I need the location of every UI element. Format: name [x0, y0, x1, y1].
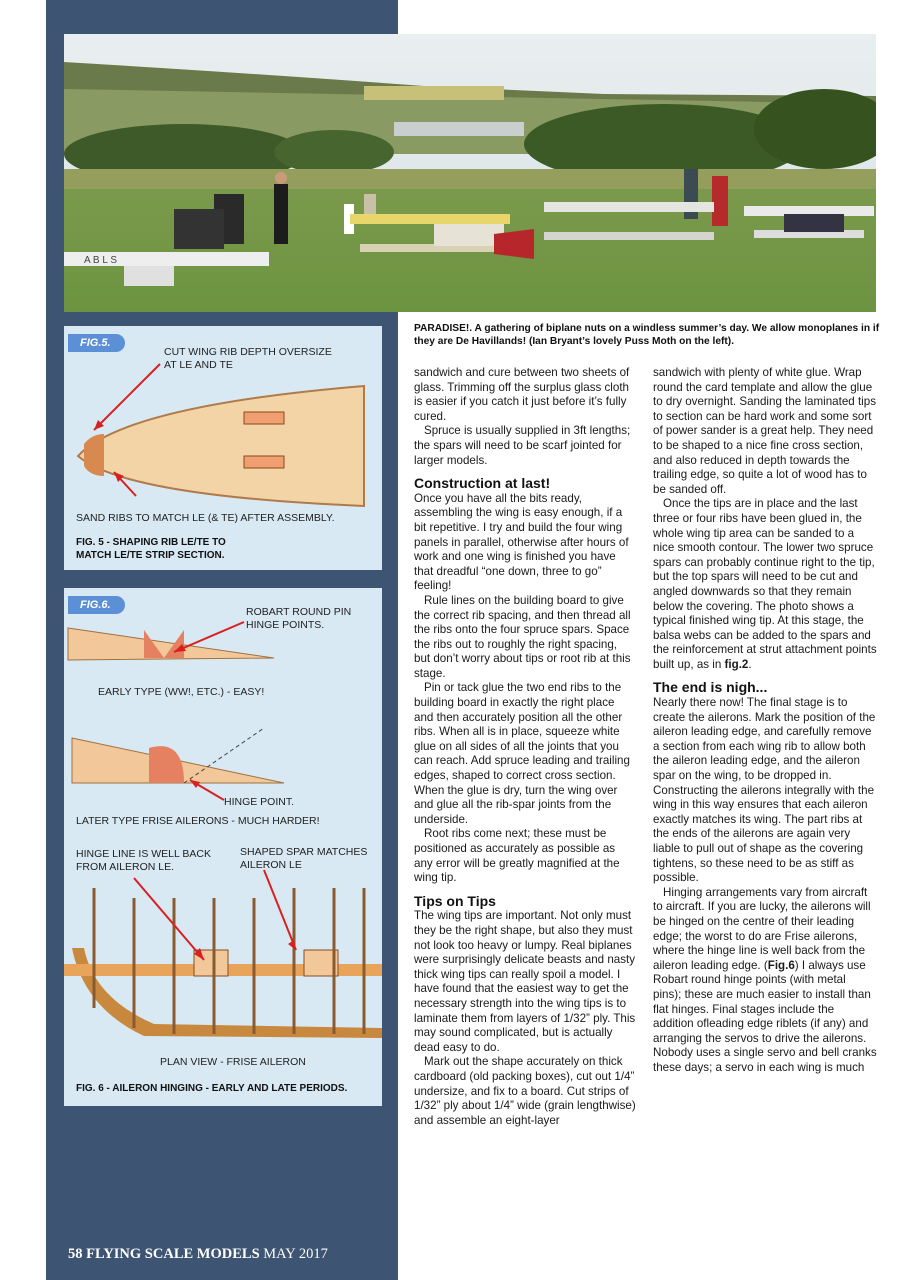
magazine-name: FLYING SCALE MODELS [86, 1246, 260, 1262]
paragraph: sandwich and cure between two sheets of glass. Trimming off the surplus glass cloth is easier if you catch it just before it’s fully cured. [414, 366, 630, 423]
paragraph: Pin or tack glue the two end ribs to the building board in exactly the right place and then accurately position all the other ribs. When all is in place, squeeze white glue on all sides of all the joints that you can reach. Add spruce leading and trailing edges, shaped to correct cross section. When the glue is dry, turn the wing over and glue all the rib-spar joints from the underside. [414, 681, 630, 826]
fig5-caption: FIG. 5 - SHAPING RIB LE/TE TO MATCH LE/TE STRIP SECTION. [76, 537, 226, 561]
fig6-tag: FIG.6. [68, 596, 125, 614]
heading-tips: Tips on Tips [414, 892, 496, 909]
paragraph: Mark out the shape accurately on thick cardboard (old packing boxes), cut out 1/4” undersize, and fix to a board. Cut strips of 1/32” ply about 1/4” wide (grain lengthwise) and assemble an eight-layer [414, 1055, 636, 1127]
fig5-label-bottom: SAND RIBS TO MATCH LE (& TE) AFTER ASSEMBLY. [76, 512, 335, 524]
paragraph-text: . [748, 657, 752, 671]
paragraph: Once you have all the bits ready, assembling the wing is easy enough, if a bit repetitive. I try and build the four wing panels in parallel, otherwise after hours of work and one wing is finished you have that dreadful “one down, three to go” feeling! [414, 491, 629, 593]
field-photo [64, 34, 876, 312]
fig6-label-early: EARLY TYPE (WW!, ETC.) - EASY! [98, 686, 265, 698]
paragraph: Root ribs come next; these must be positioned as accurately as possible as any error will be greatly magnified at the wing tip. [414, 827, 620, 885]
paragraph: sandwich with plenty of white glue. Wrap round the card template and allow the glue to dry overnight. Sanding the laminated tips to section can be hard work and some sort of power sander is a great help. They need to be shaped to a nice fine cross section, and also reduced in depth towards the trailing edge, so quite a lot of wood has to be sanded off. [653, 366, 876, 496]
paragraph-text: Once the tips are in place and the last three or four ribs have been glued in, the whole wing tip area can be sanded to a nice smooth contour. The lower two spruce spars can probably continue right to the tip, but the top spars will need to be cut and angled downwards so that they remain below the covering. The photo shows a typical finished wing tip. At this stage, the balsa webs can be added to the spars and the reinforcement at strut attachment points built up, as in [653, 497, 877, 671]
paragraph: Nearly there now! The final stage is to create the ailerons. Mark the position of the aileron leading edge, and carefully remove a section from each wing rib to allow both the aileron leading edge, and the aileron spar on the wing, to be dropped in. Constructing the ailerons integrally with the wing in this way ensures that each aileron exactly matches its wing. The part ribs at the ends of the ailerons are again very liable to pull out of shape as the covering tightens, so these need to be as stiff as possible. [653, 696, 876, 885]
page-number: 58 [68, 1246, 83, 1262]
fig5-label-top: CUT WING RIB DEPTH OVERSIZE AT LE AND TE [164, 346, 332, 371]
paragraph-text: ) I always use Robart round hinge points (with metal pins); these are much easier to install than flat hinges. Final stages include the addition ofleading edge riblets (if any) and arranging the servos to drive the ailerons. Nobody uses a single servo and bell cranks these days; a servo in each wing is much [653, 958, 877, 1074]
paragraph [653, 497, 877, 672]
heading-construction: Construction at last! [414, 475, 551, 492]
fig6-label-later: LATER TYPE FRISE AILERONS - MUCH HARDER! [76, 815, 320, 827]
issue-date: MAY 2017 [263, 1246, 328, 1262]
fig6-label-robart: ROBART ROUND PIN HINGE POINTS. [246, 606, 352, 631]
text-column-1 [414, 366, 636, 1128]
fig6-caption: FIG. 6 - AILERON HINGING - EARLY AND LATE PERIODS. [76, 1083, 348, 1094]
photo-caption: PARADISE!. A gathering of biplane nuts on a windless summer’s day. We allow monoplanes in if they are De Havillands! (Ian Bryant’s lovely Puss Moth on the left). [414, 323, 880, 347]
paragraph [653, 886, 877, 1076]
fig6-label-hinge-line: HINGE LINE IS WELL BACK FROM AILERON LE. [76, 848, 211, 873]
figure-5 [64, 326, 382, 570]
paragraph: Spruce is usually supplied in 3ft lengths; the spars will need to be scarf jointed for larger models. [414, 424, 631, 467]
heading-end-nigh: The end is nigh... [653, 679, 768, 696]
plane-marking: A B L S [84, 255, 117, 266]
fig6-label-spar: SHAPED SPAR MATCHES AILERON LE [240, 846, 368, 871]
fig6-label-hinge-point: HINGE POINT. [224, 796, 295, 808]
page-footer [68, 1246, 328, 1263]
figure-ref: fig.2 [724, 657, 749, 671]
paragraph: The wing tips are important. Not only must they be the right shape, but also they must not look too heavy or lumpy. Real biplanes were surprisingly delicate beasts and nasty thick wing tips can really spoil a model. I have found that the easiest way to get the necessary strength into the wing tips is to laminate them from layers of 1/32” ply. This may sound complicated, but is actually dead easy to do. [414, 909, 636, 1054]
fig6-label-plan: PLAN VIEW - FRISE AILERON [160, 1056, 306, 1068]
paragraph-text: Hinging arrangements vary from aircraft to aircraft. If you are lucky, the ailerons will be hinged on the centre of their leading edge; the worst to do are Frise ailerons, where the hinge line is well back from the aileron leading edge. ( [653, 885, 871, 972]
figure-ref: Fig.6 [767, 958, 795, 972]
fig5-tag: FIG.5. [68, 334, 125, 352]
biplane-gathering-image [64, 34, 876, 312]
paragraph: Rule lines on the building board to give the correct rib spacing, and then thread all the ribs onto the four spruce spars. Space the ribs out to roughly the right spacing, but don’t worry about tips or root rib at this stage. [414, 593, 631, 680]
text-column-2 [653, 366, 877, 1076]
figure-6 [64, 588, 382, 1106]
